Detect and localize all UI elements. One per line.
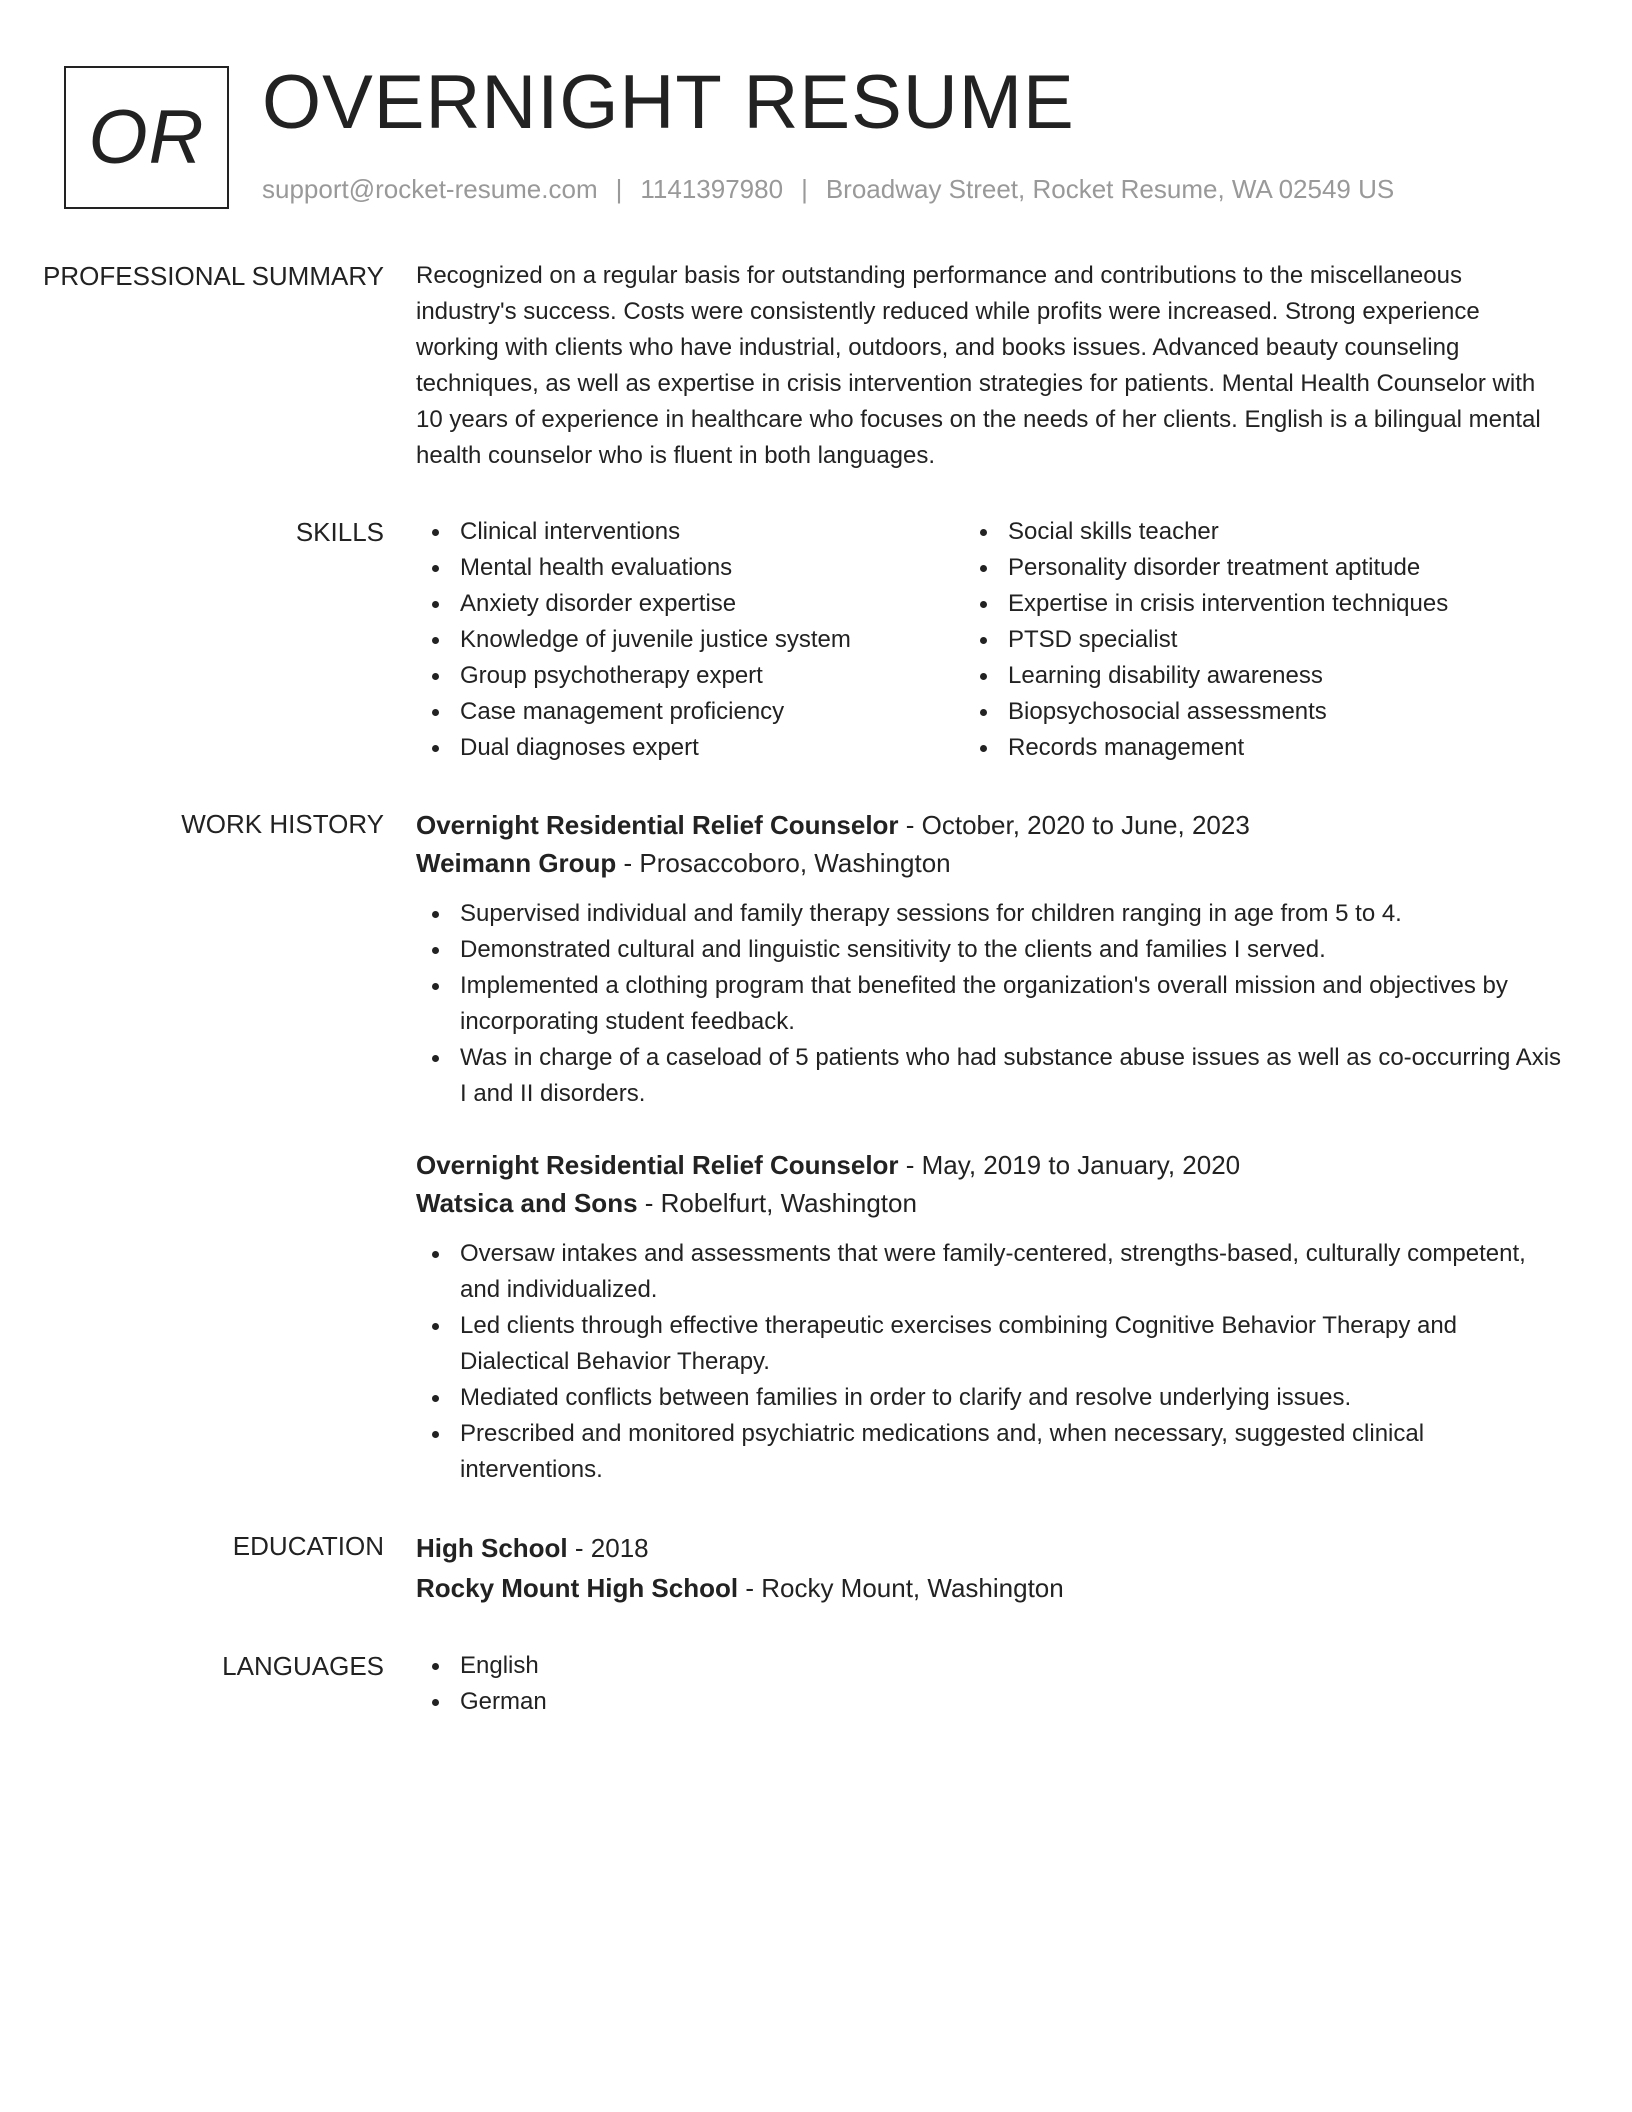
skill-item: Dual diagnoses expert — [416, 730, 964, 766]
skills-list-left — [416, 514, 964, 766]
languages-body — [416, 1648, 1566, 1720]
job-role: Overnight Residential Relief Counselor — [416, 1150, 899, 1180]
job-dates: - October, 2020 to June, 2023 — [898, 810, 1250, 840]
job-dates: - May, 2019 to January, 2020 — [898, 1150, 1241, 1180]
skills-body — [416, 514, 1566, 766]
skills-title: SKILLS — [295, 517, 384, 547]
language-item: English — [416, 1648, 1566, 1684]
education-school-line — [416, 1568, 1566, 1608]
work-body — [416, 806, 1566, 1488]
job-bullet: Supervised individual and family therapy sessions for children ranging in age from 5 to 4. — [416, 896, 1566, 932]
summary-section — [0, 258, 1632, 474]
skill-item: Anxiety disorder expertise — [416, 586, 964, 622]
job-entry — [416, 1146, 1566, 1488]
job-bullet: Mediated conflicts between families in order to clarify and resolve underlying issues. — [416, 1380, 1566, 1416]
skill-item: Group psychotherapy expert — [416, 658, 964, 694]
education-school: Rocky Mount High School — [416, 1573, 739, 1603]
skill-item: Knowledge of juvenile justice system — [416, 622, 964, 658]
contact-address: Broadway Street, Rocket Resume, WA 02549 US — [825, 174, 1395, 204]
skills-list-right — [964, 514, 1512, 766]
job-bullet: Implemented a clothing program that benefited the organization's overall mission and objectives by incorporating student feedback. — [416, 968, 1566, 1040]
skill-item: Clinical interventions — [416, 514, 964, 550]
skill-item: PTSD specialist — [964, 622, 1512, 658]
skill-item: Social skills teacher — [964, 514, 1512, 550]
job-role-line — [416, 806, 1566, 844]
languages-title: LANGUAGES — [222, 1651, 384, 1681]
job-company-line — [416, 844, 1566, 882]
job-bullet: Was in charge of a caseload of 5 patients who had substance abuse issues as well as co-occurring Axis I and II disorders. — [416, 1040, 1566, 1112]
skills-section — [0, 514, 1632, 766]
skill-item: Personality disorder treatment aptitude — [964, 550, 1512, 586]
contact-separator: | — [615, 174, 623, 204]
languages-section — [0, 1648, 1632, 1720]
job-bullet: Oversaw intakes and assessments that were family-centered, strengths-based, culturally competent, and individualized. — [416, 1236, 1566, 1308]
education-location: - Rocky Mount, Washington — [738, 1573, 1064, 1603]
skill-item: Case management proficiency — [416, 694, 964, 730]
skill-item: Records management — [964, 730, 1512, 766]
contact-line — [262, 172, 1394, 206]
education-degree: High School — [416, 1533, 568, 1563]
summary-body — [416, 258, 1566, 474]
job-bullet: Demonstrated cultural and linguistic sensitivity to the clients and families I served. — [416, 932, 1566, 968]
job-bullet: Led clients through effective therapeutic exercises combining Cognitive Behavior Therapy and Dialectical Behavior Therapy. — [416, 1308, 1566, 1380]
education-year: - 2018 — [567, 1533, 649, 1563]
skill-item: Mental health evaluations — [416, 550, 964, 586]
language-item: German — [416, 1684, 1566, 1720]
job-company: Weimann Group — [416, 848, 617, 878]
languages-list — [416, 1648, 1566, 1720]
skill-item: Learning disability awareness — [964, 658, 1512, 694]
education-body — [416, 1528, 1566, 1608]
summary-text: Recognized on a regular basis for outstanding performance and contributions to the miscellaneous industry's success. Costs were consistently reduced while profits were increased. Strong experience working with clients who have industrial, outdoors, and books issues. Advanced beauty counseling techniques, as well as expertise in crisis intervention strategies for patients. Mental Health Counselor with 10 years of experience in healthcare who focuses on the needs of her clients. English is a bilingual mental health counselor who is fluent in both languages. — [416, 262, 1541, 469]
job-company-line — [416, 1184, 1566, 1222]
job-entry — [416, 806, 1566, 1112]
education-degree-line — [416, 1528, 1566, 1568]
education-section — [0, 1528, 1632, 1608]
job-company: Watsica and Sons — [416, 1188, 638, 1218]
resume-name: OVERNIGHT RESUME — [262, 60, 1075, 145]
summary-title: PROFESSIONAL SUMMARY — [43, 261, 384, 291]
job-location: - Prosaccoboro, Washington — [616, 848, 951, 878]
skill-item: Expertise in crisis intervention techniques — [964, 586, 1512, 622]
job-role-line — [416, 1146, 1566, 1184]
work-title: WORK HISTORY — [181, 809, 384, 839]
monogram-initials: OR — [88, 95, 205, 180]
education-title: EDUCATION — [232, 1531, 384, 1561]
skill-item: Biopsychosocial assessments — [964, 694, 1512, 730]
job-bullets — [416, 896, 1566, 1112]
contact-separator: | — [801, 174, 808, 204]
job-role: Overnight Residential Relief Counselor — [416, 810, 899, 840]
monogram-logo — [64, 66, 229, 209]
job-bullets — [416, 1236, 1566, 1488]
resume-content — [0, 258, 1632, 1760]
contact-phone[interactable]: 1141397980 — [640, 174, 784, 204]
job-bullet: Prescribed and monitored psychiatric medications and, when necessary, suggested clinical interventions. — [416, 1416, 1566, 1488]
job-location: - Robelfurt, Washington — [637, 1188, 917, 1218]
contact-email[interactable]: support@rocket-resume.com — [262, 174, 598, 204]
work-section — [0, 806, 1632, 1488]
